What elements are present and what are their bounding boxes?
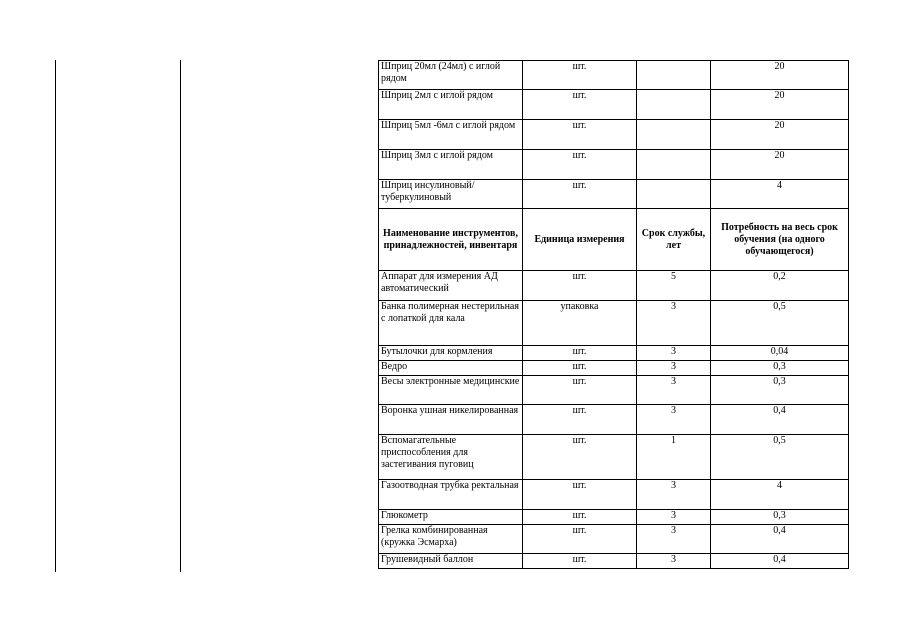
table-row [379,301,849,346]
table-row [379,376,849,405]
item-life: 3 [637,554,711,569]
item-name: Вспомагательные приспособления для застегивания пуговиц [379,435,523,480]
header-need: Потребность на весь срок обучения (на одного обучающегося) [711,209,849,271]
item-need: 20 [711,120,849,150]
item-life: 3 [637,361,711,376]
item-need: 0,5 [711,435,849,480]
item-need: 0,4 [711,405,849,435]
item-life: 3 [637,301,711,346]
item-need: 4 [711,180,849,209]
item-unit: шт. [523,525,637,554]
item-need: 0,3 [711,376,849,405]
item-need: 0,5 [711,301,849,346]
header-name: Наименование инструментов, принадлежностей, инвентаря [379,209,523,271]
item-name: Аппарат для измерения АД автоматический [379,271,523,301]
item-need: 20 [711,150,849,180]
item-need: 20 [711,61,849,90]
item-name: Бутылочки для кормления [379,346,523,361]
item-life: 5 [637,271,711,301]
left-margin-line-2 [180,60,181,572]
table-row [379,271,849,301]
item-life: 3 [637,346,711,361]
table-row [379,510,849,525]
table-row [379,435,849,480]
item-name: Грелка комбинированная (кружка Эсмарха) [379,525,523,554]
item-unit: шт. [523,376,637,405]
table-row [379,346,849,361]
item-life: 3 [637,525,711,554]
item-name: Банка полимерная нестерильная с лопаткой для кала [379,301,523,346]
item-unit: шт. [523,435,637,480]
item-life: 3 [637,480,711,510]
item-unit: шт. [523,405,637,435]
item-need: 20 [711,90,849,120]
item-life [637,61,711,90]
item-life [637,90,711,120]
item-name: Весы электронные медицинские [379,376,523,405]
table-row [379,554,849,569]
item-need: 4 [711,480,849,510]
item-life [637,180,711,209]
item-unit: шт. [523,271,637,301]
item-name: Газоотводная трубка ректальная [379,480,523,510]
table-row [379,61,849,90]
item-name: Воронка ушная никелированная [379,405,523,435]
left-margin-line-1 [55,60,56,572]
item-unit: шт. [523,361,637,376]
item-need: 0,3 [711,510,849,525]
header-unit: Единица измерения [523,209,637,271]
item-name: Ведро [379,361,523,376]
item-name: Шприц 2мл с иглой рядом [379,90,523,120]
item-life: 1 [637,435,711,480]
item-unit: упаковка [523,301,637,346]
table-row [379,361,849,376]
table-row [379,525,849,554]
item-name: Шприц 5мл -6мл с иглой рядом [379,120,523,150]
table-row [379,90,849,120]
item-name: Шприц 3мл с иглой рядом [379,150,523,180]
table-row [379,405,849,435]
item-life: 3 [637,405,711,435]
equipment-table [378,60,849,569]
item-life [637,120,711,150]
table-row [379,180,849,209]
item-name: Глюкометр [379,510,523,525]
item-unit: шт. [523,120,637,150]
item-name: Грушевидный баллон [379,554,523,569]
table-row [379,120,849,150]
item-name: Шприц 20мл (24мл) с иглой рядом [379,61,523,90]
table-header-row [379,209,849,271]
item-unit: шт. [523,150,637,180]
item-unit: шт. [523,61,637,90]
item-need: 0,2 [711,271,849,301]
item-unit: шт. [523,480,637,510]
item-life: 3 [637,376,711,405]
item-need: 0,4 [711,525,849,554]
item-unit: шт. [523,554,637,569]
item-need: 0,4 [711,554,849,569]
item-need: 0,3 [711,361,849,376]
item-unit: шт. [523,90,637,120]
item-unit: шт. [523,510,637,525]
item-unit: шт. [523,346,637,361]
item-life [637,150,711,180]
item-life: 3 [637,510,711,525]
table-row [379,480,849,510]
item-need: 0,04 [711,346,849,361]
item-unit: шт. [523,180,637,209]
table-row [379,150,849,180]
header-life: Срок службы, лет [637,209,711,271]
item-name: Шприц инсулиновый/ туберкулиновый [379,180,523,209]
